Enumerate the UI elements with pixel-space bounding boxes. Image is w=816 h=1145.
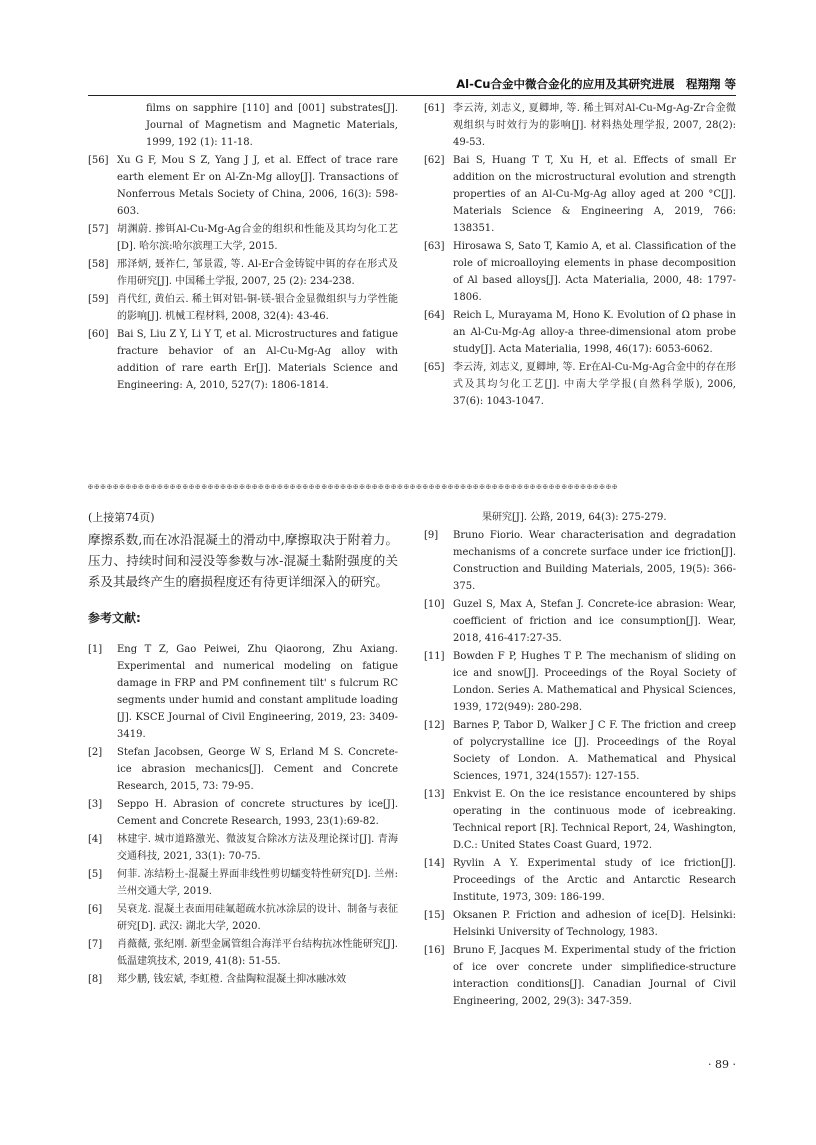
reference-entry — [88, 936, 398, 970]
reference-number: [59] — [88, 294, 109, 305]
reference-entry — [424, 152, 736, 237]
reference-number: [57] — [88, 224, 109, 235]
reference-entry — [424, 786, 736, 854]
reference-text: Bruno Fiorio. Wear characterisation and degradation mechanisms of a concrete surface under ice friction[J]. Construction and Building Materials, 2005, 19(5): 366-375. — [453, 530, 736, 592]
reference-text: 果研究[J]. 公路, 2019, 64(3): 275-279. — [482, 512, 667, 523]
reference-number: [64] — [424, 310, 445, 321]
reference-text: 肖薇薇, 张纪刚. 新型金属管组合海洋平台结构抗冰性能研究[J]. 低温建筑技术, 2019, 41(8): 51-55. — [117, 939, 398, 967]
reference-number: [11] — [424, 651, 445, 662]
reference-entry — [424, 942, 736, 1010]
reference-text: 李云涛, 刘志义, 夏卿坤, 等. 稀土铒对Al-Cu-Mg-Ag-Zr合金微观组织与时效行为的影响[J]. 材料热处理学报, 2007, 28(2): 49-53. — [453, 103, 736, 148]
reference-number: [12] — [424, 720, 445, 731]
reference-text: 邢泽炳, 聂祚仁, 邹景霞, 等. Al-Er合金铸锭中铒的存在形式及作用研究[J]. 中国稀土学报, 2007, 25 (2): 234-238. — [117, 259, 398, 287]
reference-text: 何菲. 冻结粉土-混凝土界面非线性剪切蠕变特性研究[D]. 兰州: 兰州交通大学, 2019. — [117, 869, 398, 897]
reference-number: [4] — [88, 834, 103, 845]
references-heading: 参考文献: — [88, 611, 141, 625]
header-rule — [88, 95, 736, 96]
reference-number: [10] — [424, 599, 445, 610]
reference-text: 肖代红, 黄伯云. 稀土铒对铝-铜-镁-银合金显微组织与力学性能的影响[J]. 机械工程材料, 2008, 32(4): 43-46. — [117, 294, 398, 322]
reference-number: [1] — [88, 644, 103, 655]
reference-entry — [424, 855, 736, 906]
reference-text: Bowden F P, Hughes T P. The mechanism of sliding on ice and snow[J]. Proceedings of the Royal Society of London. Series A. Mathematical and Physical Sciences, 1939, 172(949): 280-298. — [453, 651, 736, 713]
reference-number: [56] — [88, 155, 109, 166]
reference-entry — [424, 527, 736, 595]
reference-text: Hirosawa S, Sato T, Kamio A, et al. Classification of the role of microalloying elements in phase decomposition of Al based alloys[J]. Acta Materialia, 2000, 48: 1797-1806. — [453, 241, 736, 303]
ornamental-divider: ✠✠✠✠✠✠✠✠✠✠✠✠✠✠✠✠✠✠✠✠✠✠✠✠✠✠✠✠✠✠✠✠✠✠✠✠✠✠✠✠✠✠✠✠✠✠✠✠✠✠✠✠✠✠✠✠✠✠✠✠✠✠✠✠✠✠✠✠✠✠✠✠✠✠✠✠✠✠✠✠✠✠✠✠ — [88, 482, 619, 491]
reference-text: Bai S, Liu Z Y, Li Y T, et al. Microstructures and fatigue fracture behavior of an Al-Cu-Mg-Ag alloy with addition of rare earth Er[J]. Materials Science and Engineering: A, 2010, 527(7): 1806-1814. — [117, 329, 398, 391]
reference-number: [60] — [88, 329, 109, 340]
reference-number: [16] — [424, 945, 445, 956]
reference-number: [62] — [424, 155, 445, 166]
reference-text: Reich L, Murayama M, Hono K. Evolution of Ω phase in an Al-Cu-Mg-Ag alloy-a three-dimensional atom probe study[J]. Acta Materialia, 1998, 46(17): 6053-6062. — [453, 310, 736, 355]
reference-entry — [88, 221, 398, 255]
reference-text: 胡渊蔚. 掺铒Al-Cu-Mg-Ag合金的组织和性能及其均匀化工艺[D]. 哈尔滨:哈尔滨理工大学, 2015. — [117, 224, 398, 252]
bottom-left-column — [88, 509, 398, 989]
reference-entry — [88, 744, 398, 795]
bottom-right-reference-list — [424, 509, 736, 1011]
reference-text: films on sapphire [110] and [001] substrates[J]. Journal of Magnetism and Magnetic Materials, 1999, 192 (1): 11-18. — [146, 103, 398, 148]
reference-number: [5] — [88, 869, 103, 880]
reference-number: [3] — [88, 799, 103, 810]
running-head: Al-Cu合金中微合金化的应用及其研究进展 程翔翔 等 — [456, 77, 736, 91]
reference-text: Bruno F, Jacques M. Experimental study of the friction of ice over concrete under simplifiedice-structure interaction conditions[J]. Canadian Journal of Civil Engineering, 2002, 29(3): 347-359. — [453, 945, 736, 1007]
reference-entry — [88, 152, 398, 220]
reference-text: Oksanen P. Friction and adhesion of ice[D]. Helsinki: Helsinki University of Technology, 1983. — [453, 910, 736, 938]
reference-text: Eng T Z, Gao Peiwei, Zhu Qiaorong, Zhu Axiang. Experimental and numerical modeling on fatigue damage in FRP and PM confinement tilt' s fulcrum RC segments under humid and constant amplitude loading [J]. KSCE Journal of Civil Engineering, 2019, 23: 3409-3419. — [117, 644, 398, 740]
reference-entry — [424, 100, 736, 151]
reference-text: 郑少鹏, 钱宏斌, 李虹橙. 含盐陶粒混凝土抑冰融冰效 — [117, 974, 347, 985]
reference-entry — [424, 596, 736, 647]
reference-number: [61] — [424, 103, 445, 114]
reference-text: Seppo H. Abrasion of concrete structures by ice[J]. Cement and Concrete Research, 1993, 23(1):69-82. — [117, 799, 398, 827]
reference-entry — [424, 238, 736, 306]
reference-entry — [88, 866, 398, 900]
reference-number: [8] — [88, 974, 103, 985]
reference-number: [13] — [424, 789, 445, 800]
reference-number: [7] — [88, 939, 103, 950]
top-left-reference-list — [88, 100, 398, 395]
reference-entry — [88, 291, 398, 325]
reference-text: Guzel S, Max A, Stefan J. Concrete-ice abrasion: Wear, coefficient of friction and ice consumption[J]. Wear, 2018, 416-417:27-35. — [453, 599, 736, 644]
reference-entry — [424, 359, 736, 410]
reference-entry — [424, 907, 736, 941]
reference-entry — [88, 256, 398, 290]
reference-entry — [424, 509, 736, 526]
reference-text: 吴衰龙. 混凝土表面用硅氟超疏水抗冰涂层的设计、制备与表征研究[D]. 武汉: 湖北大学, 2020. — [117, 904, 398, 932]
reference-number: [15] — [424, 910, 445, 921]
reference-number: [2] — [88, 747, 103, 758]
reference-number: [63] — [424, 241, 445, 252]
reference-text: 李云涛, 刘志义, 夏卿坤, 等. Er在Al-Cu-Mg-Ag合金中的存在形式及其均匀化工艺[J]. 中南大学学报(自然科学版), 2006, 37(6): 1043-1047. — [453, 362, 736, 407]
reference-entry — [88, 100, 398, 151]
reference-text: Bai S, Huang T T, Xu H, et al. Effects of small Er addition on the microstructural evolution and strength properties of an Al-Cu-Mg-Ag alloy aged at 200 °C[J]. Materials Science & Engineering A, 2019, 766: 138351. — [453, 155, 736, 234]
reference-text: 林建宇. 城市道路激光、微波复合除冰方法及理论探讨[J]. 青海交通科技, 2021, 33(1): 70-75. — [117, 834, 398, 862]
reference-entry — [424, 717, 736, 785]
reference-entry — [88, 796, 398, 830]
continued-from-note: (上接第74页) — [88, 511, 155, 524]
reference-number: [65] — [424, 362, 445, 373]
reference-number: [6] — [88, 904, 103, 915]
top-right-reference-list — [424, 100, 736, 411]
reference-entry — [88, 901, 398, 935]
body-paragraph: 摩擦系数,而在冰沿混凝土的滑动中,摩擦取决于附着力。压力、持续时间和浸没等参数与冰-混凝土黏附强度的关系及其最终产生的磨损程度还有待更详细深入的研究。 — [88, 532, 398, 589]
reference-text: Barnes P, Tabor D, Walker J C F. The friction and creep of polycrystalline ice [J]. Proceedings of the Royal Society of London. A. Mathematical and Physical Sciences, 1971, 324(1557): 127-155. — [453, 720, 736, 782]
reference-text: Xu G F, Mou S Z, Yang J J, et al. Effect of trace rare earth element Er on Al-Zn-Mg alloy[J]. Transactions of Nonferrous Metals Society of China, 2006, 16(3): 598-603. — [117, 155, 398, 217]
reference-entry — [88, 971, 398, 988]
reference-number: [9] — [424, 530, 439, 541]
reference-entry — [424, 307, 736, 358]
page-number: · 89 · — [708, 1058, 736, 1071]
reference-entry — [424, 648, 736, 716]
reference-text: Ryvlin A Y. Experimental study of ice friction[J]. Proceedings of the Arctic and Antarctic Research Institute, 1973, 309: 186-199. — [453, 858, 736, 903]
reference-entry — [88, 641, 398, 743]
reference-number: [14] — [424, 858, 445, 869]
reference-text: Enkvist E. On the ice resistance encountered by ships operating in the continuous mode of icebreaking. Technical report [R]. Technical Report, 24, Washington, D.C.: United States Coast Guard, 1972. — [453, 789, 736, 851]
reference-entry — [88, 326, 398, 394]
reference-entry — [88, 831, 398, 865]
reference-number: [58] — [88, 259, 109, 270]
reference-text: Stefan Jacobsen, George W S, Erland M S. Concrete-ice abrasion mechanics[J]. Cement and Concrete Research, 2015, 73: 79-95. — [117, 747, 398, 792]
